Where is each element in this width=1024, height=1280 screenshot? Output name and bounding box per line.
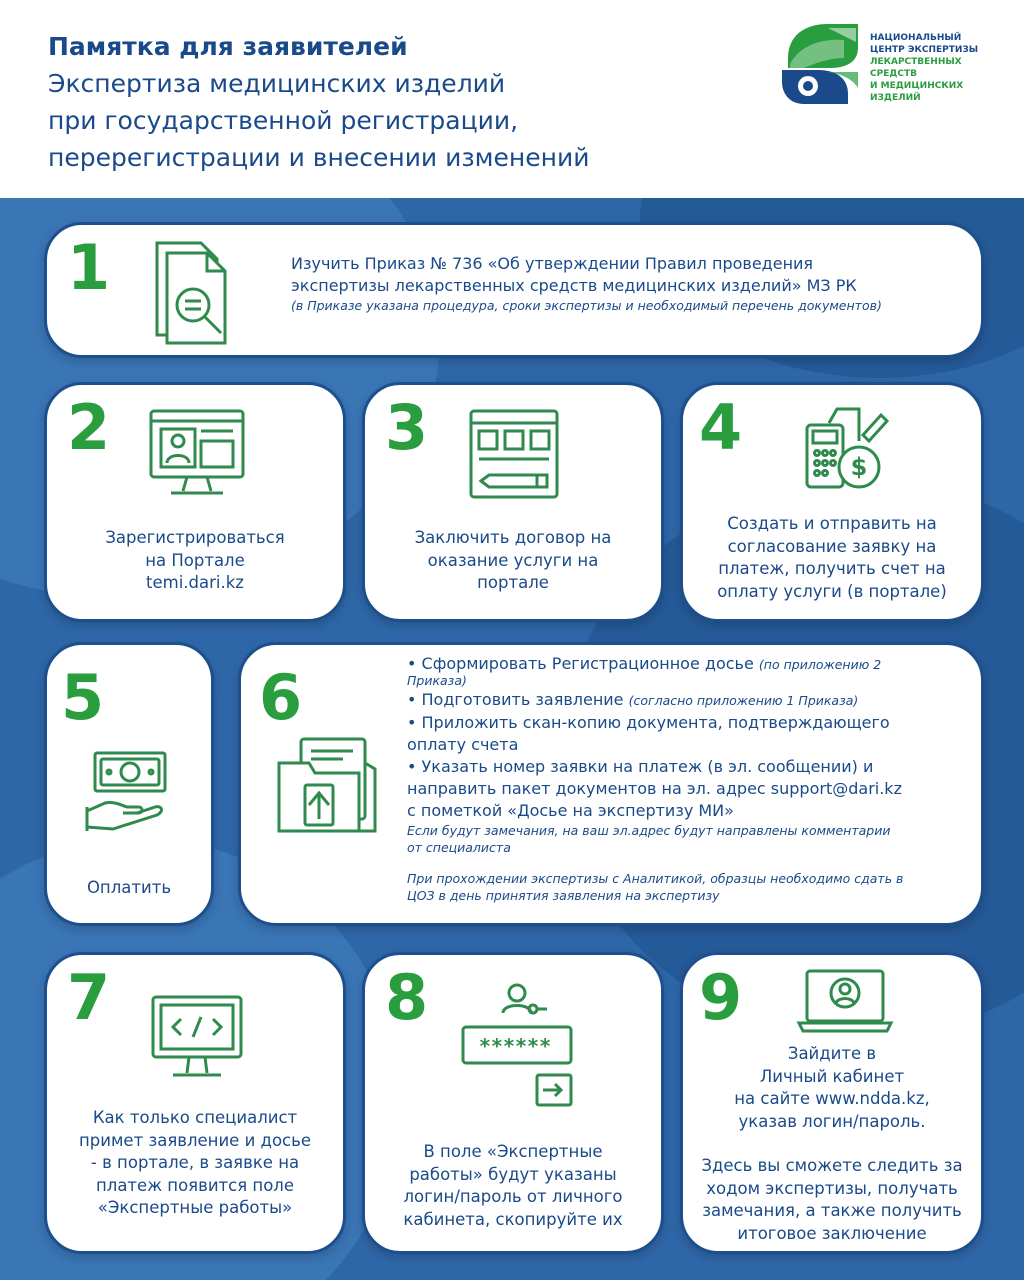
step-number: 2 [67,391,111,464]
step-9-line-7: замечания, а также получить [702,1201,962,1220]
step-9-line-3: на сайте www.ndda.kz, [734,1089,930,1108]
step-6-bullet-1-main: • Сформировать Регистрационное досье [407,654,754,673]
step-6-bullet-3-line-2: оплату счета [407,735,519,754]
step-card-7 [44,952,346,1254]
password-login-icon [455,979,579,1109]
step-number: 4 [699,391,743,464]
step-6-note-1-line-1: Если будут замечания, на ваш эл.адрес будут направлены комментарии [407,823,891,838]
logo-line-2: ЦЕНТР ЭКСПЕРТИЗЫ [870,45,979,55]
step-4-line-3: платеж, получить счет на [718,559,946,578]
step-8-text [365,1141,661,1231]
step-7-line-3: - в портале, в заявке на [90,1153,300,1172]
step-3-line-2: оказание услуги на [427,550,599,570]
step-card-9 [680,952,984,1254]
step-4-line-4: оплату услуги (в портале) [717,581,947,601]
title-line-4: перерегистрации и внесении изменений [48,143,590,172]
step-6-bullet-2-main: • Подготовить заявление [407,690,624,709]
step-6-note-1-line-2: от специалиста [407,840,511,855]
header [0,0,1024,200]
step-6-bullet-4-line-2: направить пакет документов на эл. адрес support@dari.kz [407,779,902,798]
step-7-line-5: «Экспертные работы» [97,1198,293,1217]
step-number: 8 [385,961,429,1034]
laptop-user-icon [795,967,895,1037]
step-7-line-1: Как только специалист [92,1108,298,1127]
step-9-line-4: указав логин/пароль. [738,1111,926,1131]
step-3-text [365,527,661,595]
logo-line-1: НАЦИОНАЛЬНЫЙ [870,33,962,43]
password-mask: ****** [478,1034,552,1058]
money-hand-icon [83,749,173,835]
title-line-2: Экспертиза медицинских изделий [48,69,506,98]
step-3-line-3: портале [477,573,549,592]
step-card-3 [362,382,664,622]
step-card-8 [362,952,664,1254]
document-search-icon [151,239,241,349]
step-card-1 [44,222,984,358]
step-card-6 [238,642,984,926]
step-6-bullet-2-note: (согласно приложению 1 Приказа) [628,693,859,708]
step-6-bullet-1-note: (по приложению 2 [758,657,882,672]
step-card-5 [44,642,214,926]
step-6-bullet-3-line-1: • Приложить скан-копию документа, подтверждающего [407,713,890,732]
web-profile-icon [147,405,247,501]
step-6-note-2-line-1: При прохождении экспертизы с Аналитикой, образцы необходимо сдать в [407,871,904,886]
step-6-note-2-line-2: ЦОЗ в день принятия заявления на экспертизу [407,888,720,903]
step-2-text [47,527,343,595]
step-3-line-1: Заключить договор на [414,528,612,547]
step-number: 5 [61,661,105,734]
step-8-line-2: работы» будут указаны [409,1164,617,1184]
step-8-line-1: В поле «Экспертные [423,1142,603,1161]
contract-pen-icon [467,407,563,503]
svg-text:$: $ [850,453,868,481]
ndda-logo [778,18,998,108]
step-5-line-1: Оплатить [86,878,172,897]
step-5-text [47,877,211,900]
step-6-bullet-4-line-1: • Указать номер заявки на платеж (в эл. сообщении) и [407,757,874,776]
code-monitor-icon [149,993,245,1083]
step-7-line-4: платеж появится поле [95,1175,294,1195]
step-number: 1 [67,231,111,304]
step-number: 6 [259,661,303,734]
step-9-line-1: Зайдите в [787,1044,877,1063]
step-2-line-2: на Портале [145,550,245,570]
step-4-line-2: согласование заявку на [727,536,937,556]
step-1-note: (в Приказе указана процедура, сроки экспертизы и необходимый перечень документов) [291,298,882,313]
step-6-bullet-1-note-2: Приказа) [407,673,467,688]
step-9-line-6: ходом экспертизы, получать [706,1178,958,1198]
title-line-3: при государственной регистрации, [48,106,519,135]
page-title [48,28,589,176]
step-6-bullet-4-line-3: с пометкой «Досье на экспертизу МИ» [407,801,734,820]
logo-line-3: ЛЕКАРСТВЕННЫХ СРЕДСТВ [870,57,962,79]
ndda-logo-icon [778,18,864,106]
step-1-text [291,253,971,314]
step-1-line-2: экспертизы лекарственных средств медицинских изделий» МЗ РК [291,276,857,295]
step-4-text [683,513,981,603]
step-8-line-3: логин/пароль от личного [403,1187,623,1206]
calculator-dollar-icon [801,405,891,495]
step-number: 9 [699,961,743,1034]
step-6-text [407,653,977,904]
step-2-line-3: temi.dari.kz [146,573,244,592]
step-7-line-2: примет заявление и досье [79,1130,311,1150]
step-9-line-5: Здесь вы сможете следить за [701,1156,963,1175]
step-1-line-1: Изучить Приказ № 736 «Об утверждении Правил проведения [291,254,814,273]
step-7-text [47,1107,343,1220]
step-4-line-1: Создать и отправить на [727,514,937,533]
step-9-text [683,1043,981,1245]
step-card-2 [44,382,346,622]
step-9-line-8: итоговое заключение [737,1223,927,1243]
step-6-bullet-2 [407,689,977,712]
step-8-line-4: кабинета, скопируйте их [403,1209,623,1229]
step-9-line-2: Личный кабинет [759,1066,905,1086]
step-card-4 [680,382,984,622]
step-number: 3 [385,391,429,464]
logo-text [870,32,998,104]
logo-line-4: И МЕДИЦИНСКИХ ИЗДЕЛИЙ [870,81,964,103]
title-line-1: Памятка для заявителей [48,32,408,61]
folder-upload-icon [273,735,383,835]
step-number: 7 [67,961,111,1034]
step-2-line-1: Зарегистрироваться [105,528,285,547]
